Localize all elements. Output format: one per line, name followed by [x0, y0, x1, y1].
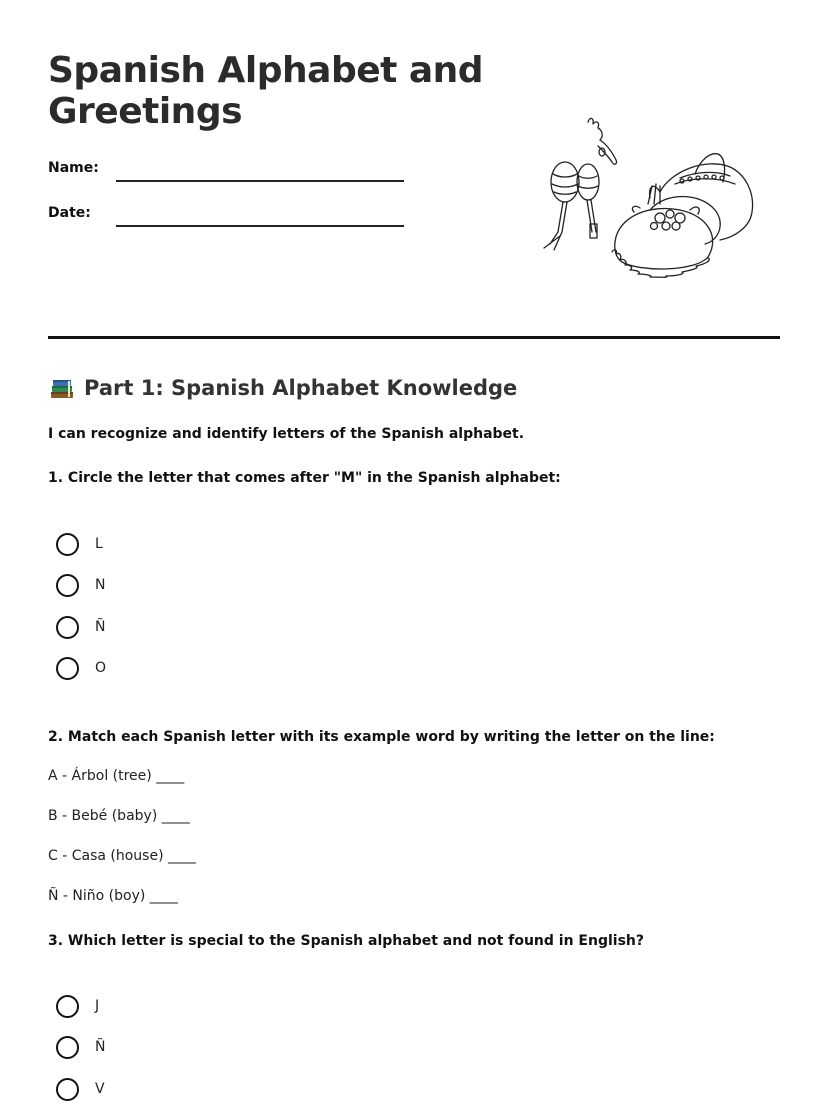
name-line[interactable] — [116, 180, 404, 182]
option-label: V — [95, 1081, 105, 1097]
option-label: O — [95, 660, 107, 676]
part1-objective: I can recognize and identify letters of the Spanish alphabet. — [48, 426, 525, 442]
q1-option-l[interactable] — [56, 531, 103, 557]
q3-option-v[interactable] — [56, 1076, 105, 1102]
q3-option-enye[interactable] — [56, 1034, 105, 1060]
radio-circle[interactable] — [56, 574, 79, 597]
option-label: L — [95, 536, 103, 552]
maracas-sombrero-illustration — [530, 112, 765, 292]
radio-circle[interactable] — [56, 995, 79, 1018]
name-label: Name: — [48, 160, 99, 176]
q1-option-enye[interactable] — [56, 614, 105, 640]
question-3-prompt: 3. Which letter is special to the Spanish alphabet and not found in English? — [48, 933, 644, 949]
match-row-c[interactable]: C - Casa (house) ____ — [48, 848, 196, 864]
section-divider — [48, 336, 780, 339]
option-label: N — [95, 577, 106, 593]
option-label: Ñ — [95, 619, 106, 635]
radio-circle[interactable] — [56, 1036, 79, 1059]
date-line[interactable] — [116, 225, 404, 227]
radio-circle[interactable] — [56, 657, 79, 680]
part1-heading-text: Part 1: Spanish Alphabet Knowledge — [84, 376, 518, 400]
page-title: Spanish Alphabet and Greetings — [48, 50, 484, 132]
question-2-prompt: 2. Match each Spanish letter with its example word by writing the letter on the line: — [48, 729, 715, 745]
match-row-enye[interactable]: Ñ - Niño (boy) ____ — [48, 888, 178, 904]
part1-heading — [48, 374, 517, 402]
q3-option-j[interactable] — [56, 993, 99, 1019]
match-row-a[interactable]: A - Árbol (tree) ____ — [48, 768, 185, 784]
question-1-prompt: 1. Circle the letter that comes after "M" in the Spanish alphabet: — [48, 470, 561, 486]
option-label: Ñ — [95, 1039, 106, 1055]
q1-option-o[interactable] — [56, 655, 106, 681]
match-row-b[interactable]: B - Bebé (baby) ____ — [48, 808, 190, 824]
date-label: Date: — [48, 205, 91, 221]
radio-circle[interactable] — [56, 616, 79, 639]
radio-circle[interactable] — [56, 1078, 79, 1101]
q1-option-n[interactable] — [56, 572, 105, 598]
option-label: J — [95, 998, 100, 1014]
books-icon — [48, 374, 76, 402]
radio-circle[interactable] — [56, 533, 79, 556]
